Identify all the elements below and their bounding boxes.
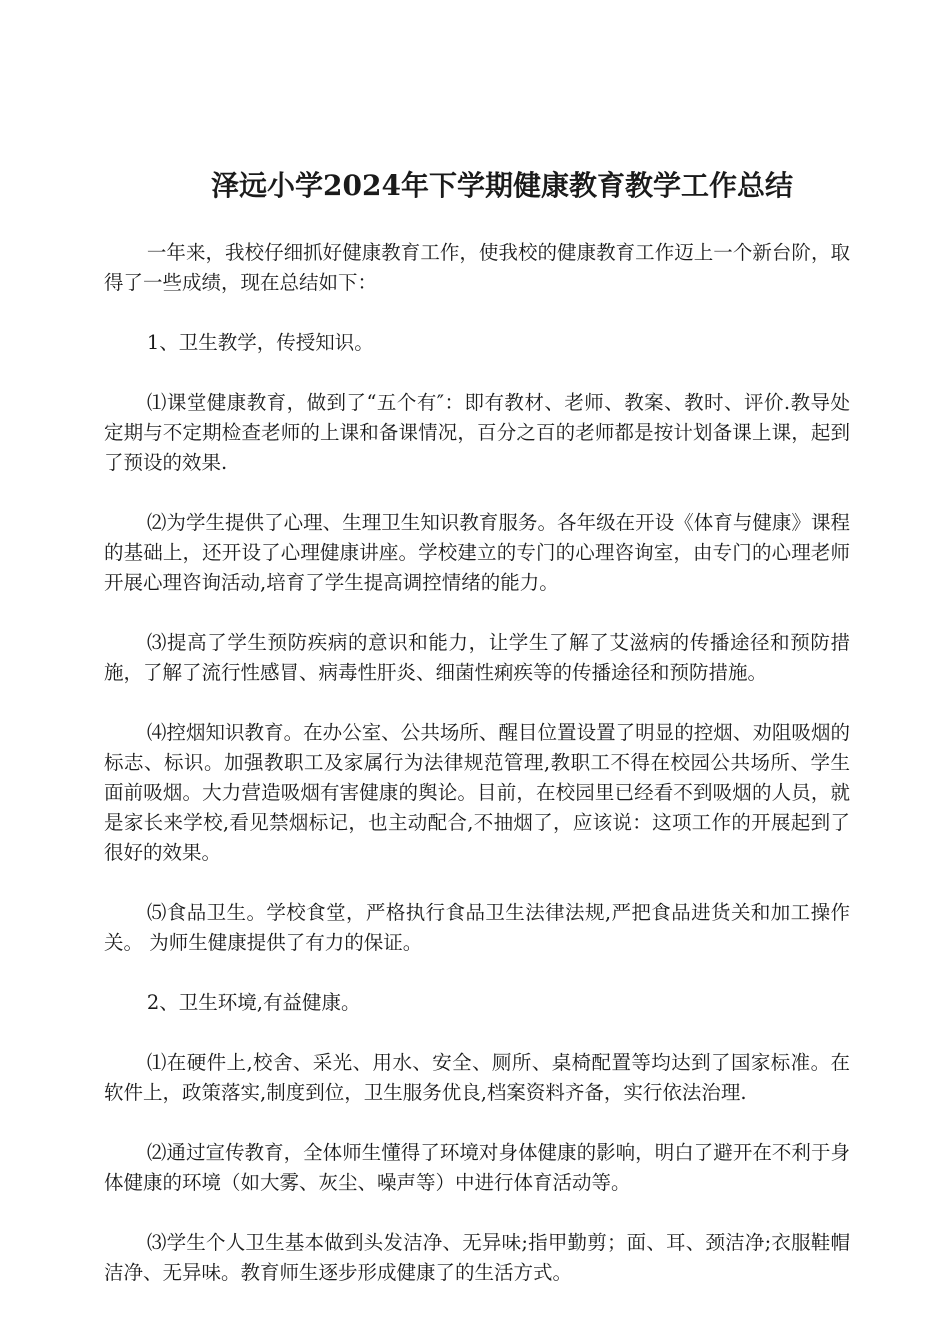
document-title: 泽远小学2024年下学期健康教育教学工作总结 [211,169,793,202]
paragraph-2-2: ⑵通过宣传教育，全体师生懂得了环境对身体健康的影响，明白了避开在不利于身体健康的环境（如大雾、灰尘、噪声等）中进行体育活动等。 [104,1141,850,1194]
heading-section-2: 2、卫生环境,有益健康。 [146,991,361,1014]
paragraph-1-1: ⑴课堂健康教育，做到了“五个有″：即有教材、老师、教案、教时、评价.教导处定期与不定期检查老师的上课和备课情况，百分之百的老师都是按计划备课上课，起到了预设的效果. [104,391,850,474]
document-body [104,238,850,1318]
paragraph-2-1: ⑴在硬件上,校舍、采光、用水、安全、厕所、桌椅配置等均达到了国家标准。在软件上，政策落实,制度到位，卫生服务优良,档案资料齐备，实行依法治理. [104,1051,850,1104]
paragraph-1-5: ⑸食品卫生。学校食堂，严格执行食品卫生法律法规,严把食品进货关和加工操作关。 为师生健康提供了有力的保证。 [104,901,850,954]
paragraph-1-3: ⑶提高了学生预防疾病的意识和能力，让学生了解了艾滋病的传播途径和预防措施，了解了流行性感冒、病毒性肝炎、细菌性痢疾等的传播途径和预防措施。 [104,631,850,684]
paragraph-1-2: ⑵为学生提供了心理、生理卫生知识教育服务。各年级在开设《体育与健康》课程的基础上，还开设了心理健康讲座。学校建立的专门的心理咨询室，由专门的心理老师开展心理咨询活动,培育了学生提高调控情绪的能力。 [104,511,850,594]
paragraph-2-3: ⑶学生个人卫生基本做到头发洁净、无异味;指甲勤剪；面、耳、颈洁净;衣服鞋帽洁净、无异味。教育师生逐步形成健康了的生活方式。 [104,1231,850,1284]
paragraph-intro: 一年来，我校仔细抓好健康教育工作，使我校的健康教育工作迈上一个新台阶，取得了一些成绩，现在总结如下： [104,241,850,294]
paragraph-1-4: ⑷控烟知识教育。在办公室、公共场所、醒目位置设置了明显的控烟、劝阻吸烟的标志、标识。加强教职工及家属行为法律规范管理,教职工不得在校园公共场所、学生面前吸烟。大力营造吸烟有害健康的舆论。目前，在校园里已经看不到吸烟的人员，就是家长来学校,看见禁烟标记，也主动配合,不抽烟了，应该说：这项工作的开展起到了很好的效果。 [104,721,850,864]
heading-section-1: 1、卫生教学，传授知识。 [146,331,374,354]
